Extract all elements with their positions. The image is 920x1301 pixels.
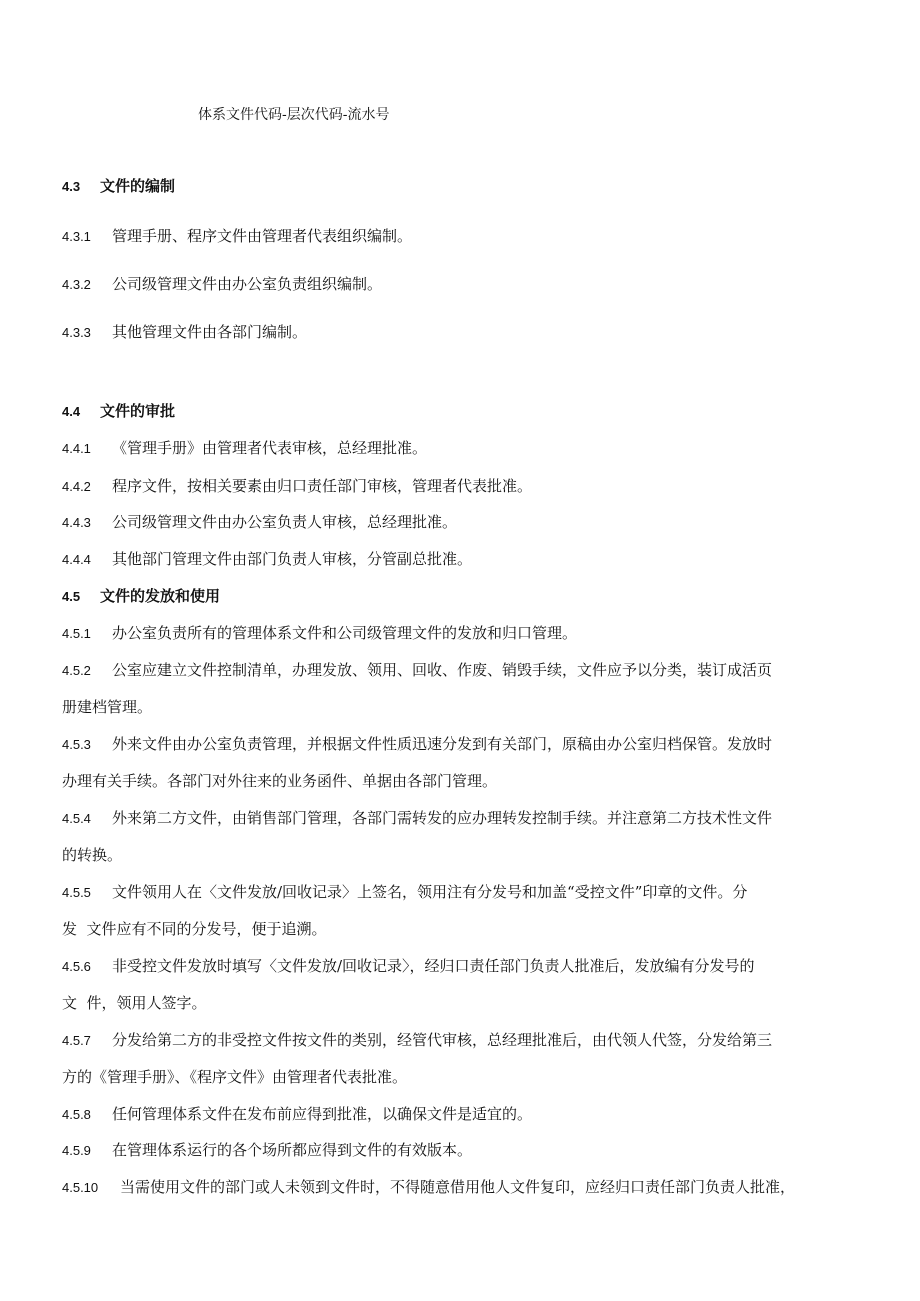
clause-number: 4.4.2 — [62, 479, 91, 494]
clause-continuation: 册建档管理。 — [62, 698, 153, 716]
clause-number: 4.4.4 — [62, 552, 91, 567]
clause-text: 其他部门管理文件由部门负责人审核，分管副总批准。 — [112, 550, 473, 568]
clause-text: 其他管理文件由各部门编制。 — [112, 323, 308, 341]
clause-text: 当需使用文件的部门或人未领到文件时，不得随意借用他人文件复印，应经归口责任部门负责人批准， — [120, 1178, 796, 1196]
clause-4-5-7 — [62, 1030, 772, 1051]
clause-text: 文件领用人在〈文件发放/回收记录〉上签名，领用注有分发号和加盖“受控文件”印章的文件。分 — [112, 883, 748, 901]
clause-number: 4.5.8 — [62, 1107, 91, 1122]
clause-number: 4.3.1 — [62, 229, 91, 244]
clause-number: 4.5.1 — [62, 626, 91, 641]
clause-continuation: 的转换。 — [62, 846, 123, 864]
clause-text: 《管理手册》由管理者代表审核，总经理批准。 — [112, 439, 428, 457]
clause-text: 非受控文件发放时填写〈文件发放/回收记录〉，经归口责任部门负责人批准后，发放编有分发号的 — [112, 957, 755, 975]
code-format-line: 体系文件代码-层次代码-流水号 — [198, 107, 390, 123]
clause-4-5-10 — [62, 1177, 795, 1198]
section-heading-4-4 — [62, 401, 175, 422]
clause-text: 办公室负责所有的管理体系文件和公司级管理文件的发放和归口管理。 — [112, 624, 578, 642]
clause-text: 外来第二方文件，由销售部门管理，各部门需转发的应办理转发控制手续。并注意第二方技术性文件 — [112, 809, 773, 827]
clause-4-4-4 — [62, 549, 472, 570]
clause-number: 4.5.7 — [62, 1033, 91, 1048]
clause-text: 任何管理体系文件在发布前应得到批准，以确保文件是适宜的。 — [112, 1105, 533, 1123]
clause-text: 管理手册、程序文件由管理者代表组织编制。 — [112, 227, 413, 245]
section-number: 4.5 — [62, 589, 81, 604]
clause-number: 4.4.3 — [62, 515, 91, 530]
clause-number: 4.5.5 — [62, 885, 91, 900]
clause-4-4-1 — [62, 438, 427, 459]
clause-number: 4.5.3 — [62, 737, 91, 752]
clause-4-5-6 — [62, 956, 755, 977]
section-heading-4-5 — [62, 586, 220, 607]
clause-number: 4.5.9 — [62, 1143, 91, 1158]
clause-continuation: 方的《管理手册》、《程序文件》由管理者代表批准。 — [62, 1068, 408, 1086]
clause-number: 4.3.3 — [62, 325, 91, 340]
clause-4-3-1 — [62, 226, 412, 247]
clause-4-5-9 — [62, 1140, 472, 1161]
clause-continuation: 文 件，领用人签字。 — [62, 994, 207, 1012]
clause-number: 4.5.10 — [62, 1180, 99, 1195]
clause-number: 4.4.1 — [62, 441, 91, 456]
clause-4-5-2 — [62, 660, 772, 681]
clause-4-5-3 — [62, 734, 772, 755]
clause-4-4-3 — [62, 512, 457, 533]
clause-text: 在管理体系运行的各个场所都应得到文件的有效版本。 — [112, 1141, 473, 1159]
section-heading-4-3 — [62, 176, 175, 197]
clause-text: 公司级管理文件由办公室负责人审核，总经理批准。 — [112, 513, 458, 531]
clause-4-3-3 — [62, 322, 307, 343]
section-title: 文件的发放和使用 — [100, 587, 221, 605]
clause-continuation: 发 文件应有不同的分发号，便于追溯。 — [62, 920, 327, 938]
clause-number: 4.5.6 — [62, 959, 91, 974]
clause-number: 4.5.2 — [62, 663, 91, 678]
clause-4-3-2 — [62, 274, 382, 295]
clause-number: 4.3.2 — [62, 277, 91, 292]
clause-text: 公室应建立文件控制清单，办理发放、领用、回收、作废、销毁手续，文件应予以分类，装订成活页 — [112, 661, 773, 679]
clause-number: 4.5.4 — [62, 811, 91, 826]
section-title: 文件的审批 — [100, 402, 176, 420]
clause-text: 程序文件，按相关要素由归口责任部门审核，管理者代表批准。 — [112, 477, 533, 495]
clause-text: 分发给第二方的非受控文件按文件的类别，经管代审核，总经理批准后，由代领人代签，分发给第三 — [112, 1031, 773, 1049]
section-number: 4.4 — [62, 404, 81, 419]
clause-text: 公司级管理文件由办公室负责组织编制。 — [112, 275, 383, 293]
clause-4-5-5 — [62, 882, 747, 903]
clause-continuation: 办理有关手续。各部门对外往来的业务函件、单据由各部门管理。 — [62, 772, 498, 790]
clause-text: 外来文件由办公室负责管理，并根据文件性质迅速分发到有关部门，原稿由办公室归档保管。发放时 — [112, 735, 773, 753]
clause-4-5-8 — [62, 1104, 532, 1125]
clause-4-5-1 — [62, 623, 577, 644]
clause-4-4-2 — [62, 476, 532, 497]
clause-4-5-4 — [62, 808, 772, 829]
section-title: 文件的编制 — [100, 177, 176, 195]
section-number: 4.3 — [62, 179, 81, 194]
